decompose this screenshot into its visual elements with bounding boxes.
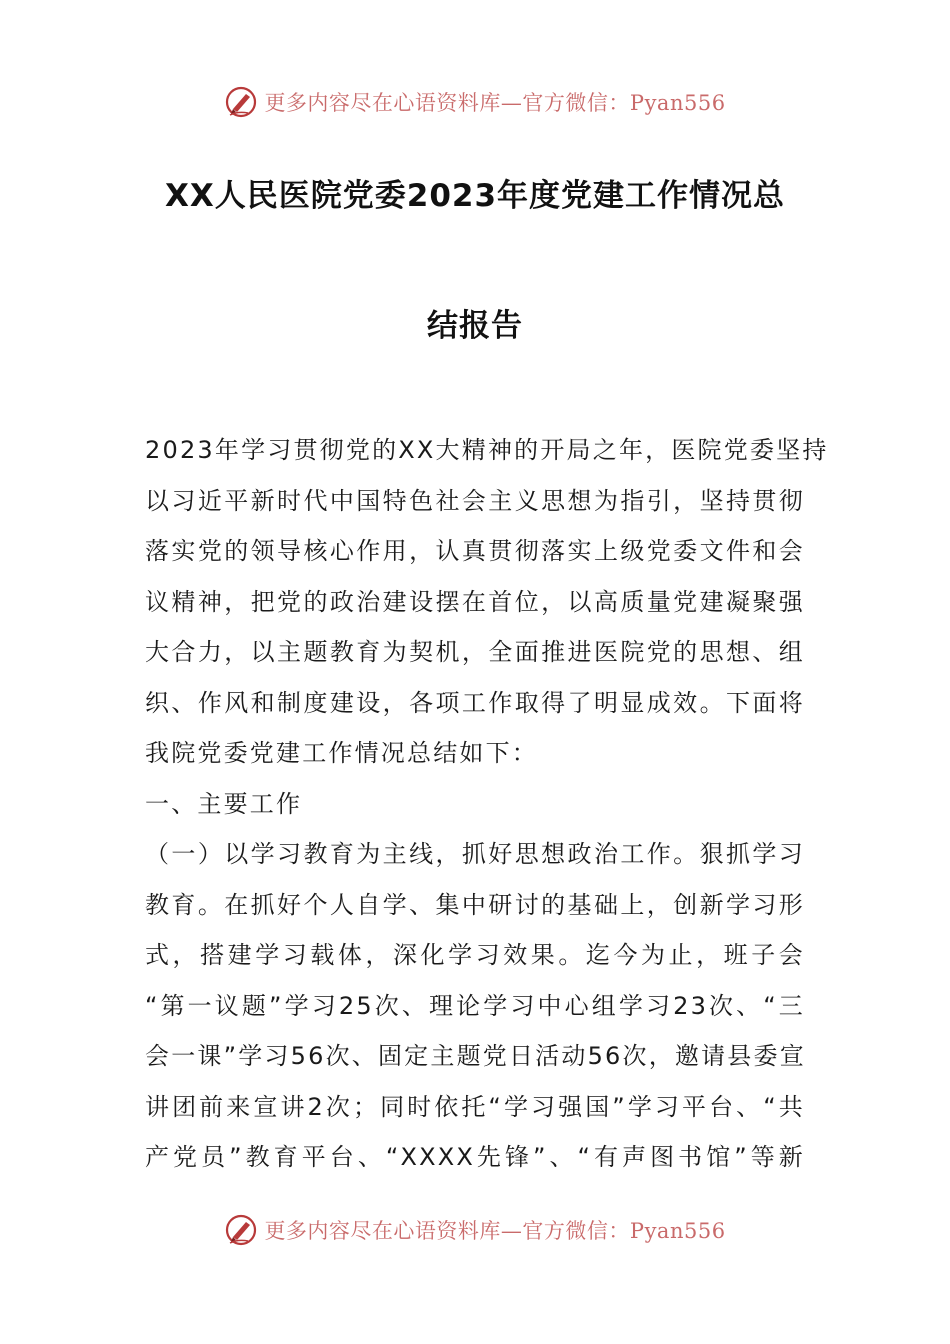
body-line: 落实党的领导核心作用，认真贯彻落实上级党委文件和会 [145, 537, 805, 565]
body-line: （一）以学习教育为主线，抓好思想政治工作。狠抓学习 [145, 840, 805, 868]
body-line: 议精神，把党的政治建设摆在首位，以高质量党建凝聚强 [145, 587, 805, 616]
watermark-text: 更多内容尽在心语资料库—官方微信：Pyan556 [264, 91, 726, 115]
body-line: 大合力，以主题教育为契机，全面推进医院党的思想、组 [145, 638, 805, 666]
pen-logo-icon [224, 1213, 258, 1247]
body-line: 产党员”教育平台、“XXXX先锋”、“有声图书馆”等新 [145, 1143, 805, 1171]
body-line: 讲团前来宣讲2次；同时依托“学习强国”学习平台、“共 [145, 1092, 805, 1121]
watermark-header [0, 82, 950, 122]
document-title-line-2: 结报告 [427, 308, 523, 344]
pen-logo-icon [224, 85, 258, 119]
body-line: 式，搭建学习载体，深化学习效果。迄今为止，班子会 [145, 941, 805, 969]
body-line: 会一课”学习56次、固定主题党日活动56次，邀请县委宣 [145, 1042, 806, 1070]
body-line: “第一议题”学习25次、理论学习中心组学习23次、“三 [145, 991, 805, 1020]
document-title-line-1: XX人民医院党委2023年度党建工作情况总 [164, 178, 786, 214]
body-line: 教育。在抓好个人自学、集中研讨的基础上，创新学习形 [145, 890, 805, 919]
watermark-text: 更多内容尽在心语资料库—官方微信：Pyan556 [264, 1219, 726, 1243]
body-line: 以习近平新时代中国特色社会主义思想为指引，坚持贯彻 [145, 486, 805, 515]
section-heading: 一、主要工作 [145, 789, 303, 818]
body-line: 2023年学习贯彻党的XX大精神的开局之年，医院党委坚持 [145, 436, 829, 464]
document-body [145, 425, 829, 1183]
body-line: 我院党委党建工作情况总结如下： [145, 739, 538, 767]
body-line: 织、作风和制度建设，各项工作取得了明显成效。下面将 [145, 688, 805, 717]
watermark-footer [0, 1210, 950, 1250]
